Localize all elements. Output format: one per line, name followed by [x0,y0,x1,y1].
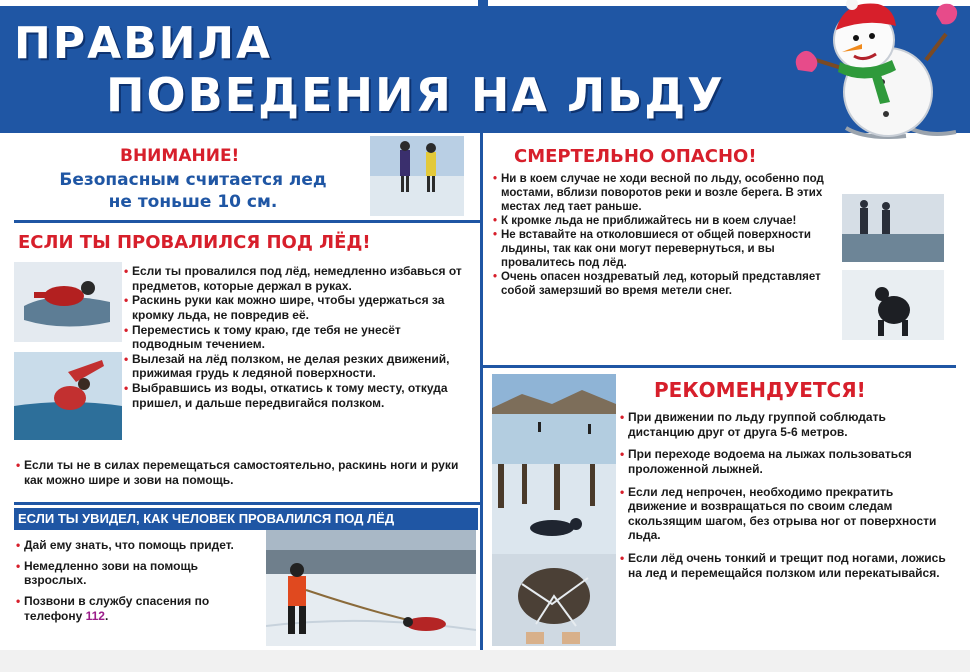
poster-title-line-1: ПРАВИЛА [14,18,273,69]
fell-through-item: • Если ты провалился под лёд, немедленно избавься от предметов, которые держал в руках. [124,264,474,293]
fell-through-item: • Выбравшись из воды, откатись к тому месту, откуда пришел, и дальше передвигайся ползком. [124,381,474,410]
deadly-item: • Не вставайте на отколовшиеся от общей поверхности льдины, так как они могут перевернуться, и вы провалитесь под лёд. [493,228,838,270]
photo-skiers-on-frozen-lake [492,374,616,464]
rescue-phone-number: 112 [85,608,105,623]
deadly-list [493,172,838,298]
deadly-heading: СМЕРТЕЛЬНО ОПАСНО! [514,146,757,167]
page-bottom-margin [0,650,970,672]
photo-people-on-ice-edge [842,194,944,262]
attention-heading: ВНИМАНИЕ! [120,146,240,166]
recommended-item: • При движении по льду группой соблюдать дистанцию друг от друга 5-6 метров. [620,410,950,439]
saw-someone-call-item [16,594,262,623]
recommended-item: • При переходе водоема на лыжах пользоваться проложенной лыжней. [620,447,950,476]
fell-through-item: • Переместись к тому краю, где тебя не унесёт подводным течением. [124,323,474,352]
call-rescue-text: Позвони в службу спасения по телефону [24,593,210,623]
photo-rescuer-with-rope [266,530,476,646]
divider-above-saw-section [14,502,480,505]
header-top-notch [478,0,488,6]
saw-someone-item: • Дай ему знать, что помощь придет. [16,538,262,553]
fell-through-list [124,264,474,410]
photo-cracked-ice-closeup [492,554,616,646]
saw-someone-heading: ЕСЛИ ТЫ УВИДЕЛ, КАК ЧЕЛОВЕК ПРОВАЛИЛСЯ ПОД ЛЁД [14,508,478,530]
recommended-list [620,410,950,580]
recommended-item: • Если лёд очень тонкий и трещит под ногами, ложись на лед и перемещайся ползком или перекатывайся. [620,551,950,580]
deadly-item: • Ни в коем случае не ходи весной по льду, особенно под мостами, вблизи поворотов реки и возле берега. В этих местах лед тает раньше. [493,172,838,214]
fell-through-extra-item: • Если ты не в силах перемещаться самостоятельно, раскинь ноги и руки как можно шире и зови на помощь. [16,458,474,487]
photo-person-crawling-on-ice [492,464,616,554]
fell-through-extra-list [16,458,474,487]
photo-person-climbing-out [14,352,122,440]
poster-title-line-2: ПОВЕДЕНИЯ НА ЛЬДУ [106,68,725,122]
saw-someone-item: • Немедленно зови на помощь взрослых. [16,559,262,588]
fell-through-item: • Раскинь руки как можно шире, чтобы удержаться за кромку льда, не повредив её. [124,293,474,322]
photo-person-in-ice-hole [14,262,122,342]
deadly-item: • Очень опасен ноздреватый лед, который представляет собой замерзший во время метели снег. [493,270,838,298]
call-rescue-suffix: . [104,608,109,623]
divider-under-deadly [483,365,956,368]
center-vertical-divider [480,133,483,650]
photo-person-crouching-on-ice [842,270,944,340]
saw-someone-list [16,538,262,623]
fell-through-item: • Вылезай на лёд ползком, не делая резких движений, прижимая грудь к ледяной поверхности. [124,352,474,381]
photo-people-on-ice [370,136,464,216]
divider-under-attention [14,220,480,223]
recommended-item: • Если лед непрочен, необходимо прекратить движение и возвращаться по своим следам скользящим шагом, без отрыва ног от поверхности льда. [620,485,950,544]
deadly-item: • К кромке льда не приближайтесь ни в коем случае! [493,214,838,228]
recommended-heading: РЕКОМЕНДУЕТСЯ! [654,378,866,402]
snowman-illustration [786,0,970,150]
attention-line-1: Безопасным считается лед [59,170,327,190]
fell-through-heading: ЕСЛИ ТЫ ПРОВАЛИЛСЯ ПОД ЛЁД! [18,232,371,253]
attention-line-2: не тоньше 10 см. [108,192,278,212]
